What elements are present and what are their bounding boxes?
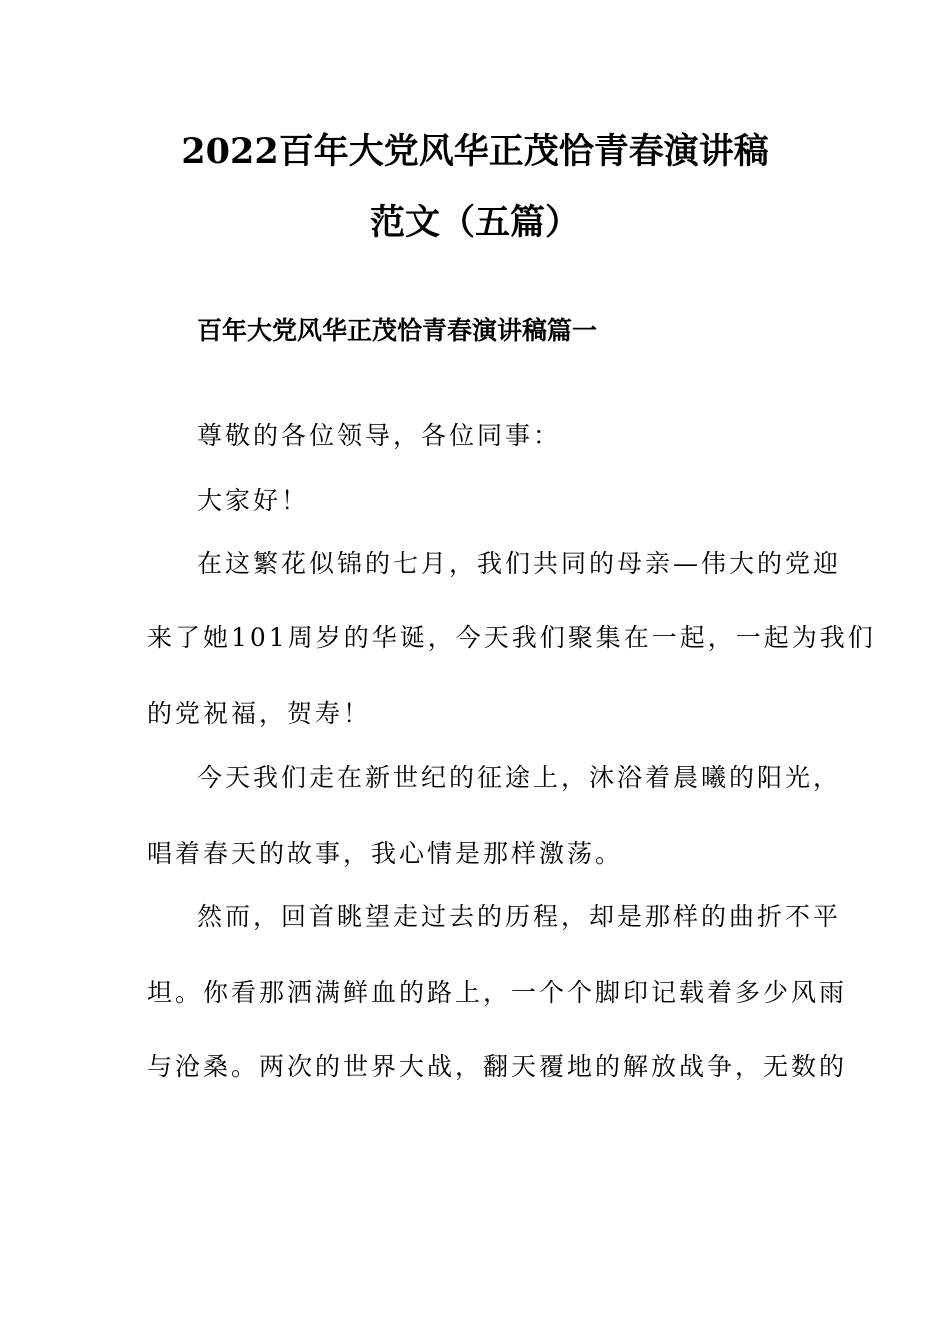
body-line: 坦。你看那洒满鲜血的路上，一个个脚印记载着多少风雨 (147, 978, 848, 1007)
body-line: 大家好！ (197, 486, 310, 515)
body-line: 今天我们走在新世纪的征途上，沐浴着晨曦的阳光， (197, 763, 842, 792)
body-line: 与沧桑。两次的世界大战，翻天覆地的解放战争，无数的 (147, 1052, 848, 1081)
body-line: 的党祝福，贺寿！ (147, 699, 372, 728)
body-line: 然而，回首眺望走过去的历程，却是那样的曲折不平 (197, 902, 842, 931)
body-line: 唱着春天的故事，我心情是那样激荡。 (147, 839, 624, 868)
section-heading: 百年大党风华正茂恰青春演讲稿篇一 (197, 316, 598, 345)
body-line: 在这繁花似锦的七月，我们共同的母亲—伟大的党迎 (197, 549, 842, 578)
document-title-line-1: 2022百年大党风华正茂恰青春演讲稿 (181, 131, 769, 172)
body-line: 来了她101周岁的华诞，今天我们聚集在一起，一起为我们 (147, 623, 876, 652)
document-title-line-2: 范文（五篇） (369, 202, 580, 243)
body-line: 尊敬的各位领导，各位同事： (197, 421, 562, 450)
